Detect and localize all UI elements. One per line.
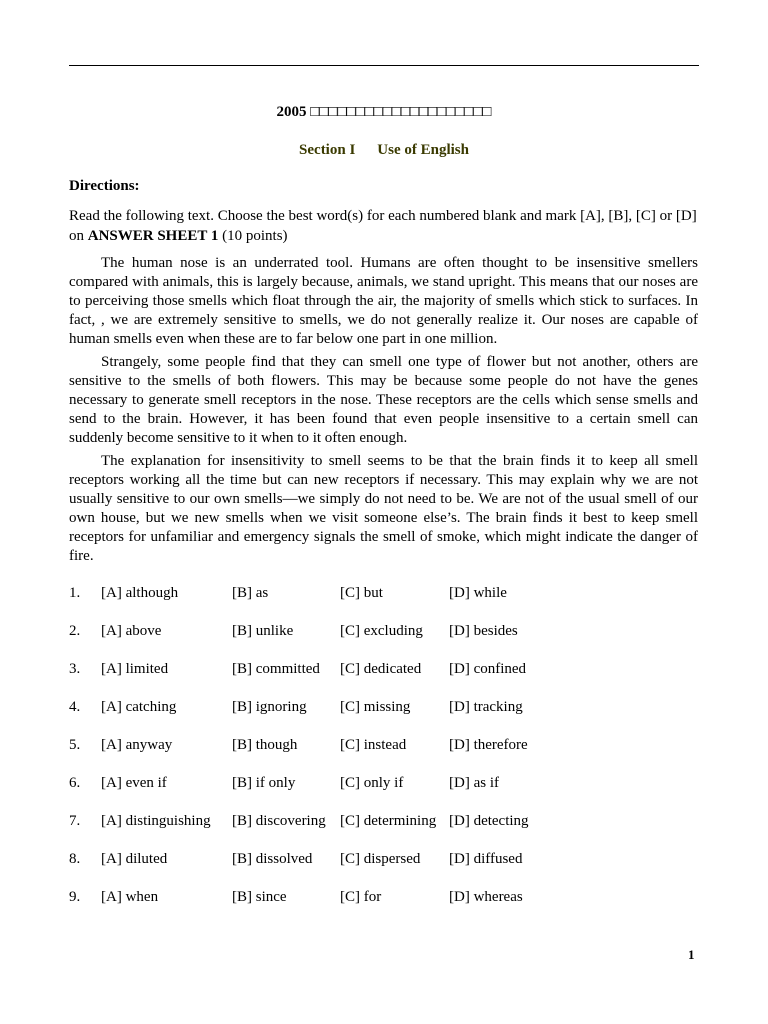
option-a: [A] distinguishing	[101, 813, 211, 829]
option-c: [C] excluding	[340, 623, 423, 639]
question-row	[69, 851, 699, 889]
option-b: [B] dissolved	[232, 851, 313, 867]
question-row	[69, 737, 699, 775]
question-number: 1.	[69, 585, 81, 601]
passage-paragraph: The human nose is an underrated tool. Humans are often thought to be insensitive smellers compared with animals, this is largely because, animals, we stand upright. This means that our noses are to perceiving those smells which float through the air, the majority of smells which stick to surfaces. In fact, , we are extremely sensitive to smells, we do not generally realize it. Our noses are capable of human smells even when these are to far below one part in one million.	[69, 255, 698, 347]
option-d: [D] diffused	[449, 851, 523, 867]
option-b: [B] if only	[232, 775, 296, 791]
option-c: [C] only if	[340, 775, 404, 791]
question-number: 8.	[69, 851, 81, 867]
option-a: [A] above	[101, 623, 162, 639]
option-d: [D] while	[449, 585, 507, 601]
section-label: Section I	[299, 142, 356, 158]
option-a: [A] even if	[101, 775, 167, 791]
option-c: [C] missing	[340, 699, 411, 715]
option-d: [D] besides	[449, 623, 518, 639]
option-a: [A] limited	[101, 661, 169, 677]
question-row	[69, 623, 699, 661]
page-number: 1	[688, 947, 695, 962]
option-a: [A] when	[101, 889, 159, 905]
question-number: 4.	[69, 699, 81, 715]
option-b: [B] since	[232, 889, 287, 905]
option-c: [C] dispersed	[340, 851, 421, 867]
question-row	[69, 775, 699, 813]
option-b: [B] unlike	[232, 623, 294, 639]
option-b: [B] as	[232, 585, 269, 601]
question-row	[69, 699, 699, 737]
question-number: 6.	[69, 775, 81, 791]
option-b: [B] committed	[232, 661, 320, 677]
option-b: [B] though	[232, 737, 298, 753]
option-a: [A] anyway	[101, 737, 173, 753]
question-row	[69, 585, 699, 623]
section-name: Use of English	[377, 142, 469, 158]
option-b: [B] discovering	[232, 813, 326, 829]
question-number: 9.	[69, 889, 81, 905]
question-options-list	[69, 585, 699, 927]
option-a: [A] catching	[101, 699, 177, 715]
question-row	[69, 661, 699, 699]
answer-sheet-label: ANSWER SHEET 1	[87, 228, 219, 244]
directions-text	[69, 206, 699, 246]
option-d: [D] detecting	[449, 813, 529, 829]
directions-points: (10 points)	[218, 228, 288, 244]
option-c: [C] determining	[340, 813, 437, 829]
question-number: 7.	[69, 813, 81, 829]
option-d: [D] tracking	[449, 699, 523, 715]
header-rule	[69, 65, 699, 66]
option-b: [B] ignoring	[232, 699, 307, 715]
question-number: 5.	[69, 737, 81, 753]
option-d: [D] as if	[449, 775, 499, 791]
option-c: [C] instead	[340, 737, 407, 753]
section-heading	[0, 142, 768, 159]
option-c: [C] but	[340, 585, 383, 601]
option-c: [C] for	[340, 889, 382, 905]
option-a: [A] although	[101, 585, 179, 601]
option-d: [D] whereas	[449, 889, 523, 905]
passage-paragraph: Strangely, some people find that they can smell one type of flower but not another, others are sensitive to the smells of both flowers. This may be because some people do not have the genes necessary to generate smell receptors in the nose. These receptors are the cells which sense smells and send to the brain. However, it has been found that even people insensitive to a certain smell can suddenly become sensitive to it when to it often enough.	[69, 354, 698, 446]
directions-heading: Directions:	[69, 178, 140, 194]
reading-passage	[69, 254, 698, 570]
option-d: [D] confined	[449, 661, 527, 677]
page-title: 2005 □□□□□□□□□□□□□□□□□□□□	[276, 104, 492, 120]
question-row	[69, 813, 699, 851]
option-a: [A] diluted	[101, 851, 168, 867]
option-d: [D] therefore	[449, 737, 528, 753]
question-row	[69, 889, 699, 927]
question-number: 2.	[69, 623, 81, 639]
passage-paragraph: The explanation for insensitivity to smell seems to be that the brain finds it to keep all smell receptors working all the time but can new receptors if necessary. This may explain why we are not usually sensitive to our own smells—we simply do not need to be. We are not of the usual smell of our own house, but we new smells when we visit someone else’s. The brain finds it best to keep smell receptors for unfamiliar and emergency signals the smell of smoke, which might indicate the danger of fire.	[69, 453, 698, 564]
question-number: 3.	[69, 661, 81, 677]
directions-text-start: Read the following text. Choose the best word(s) for each numbered blank and mark [A], [B], [C] or [D] on	[69, 208, 697, 244]
option-c: [C] dedicated	[340, 661, 422, 677]
